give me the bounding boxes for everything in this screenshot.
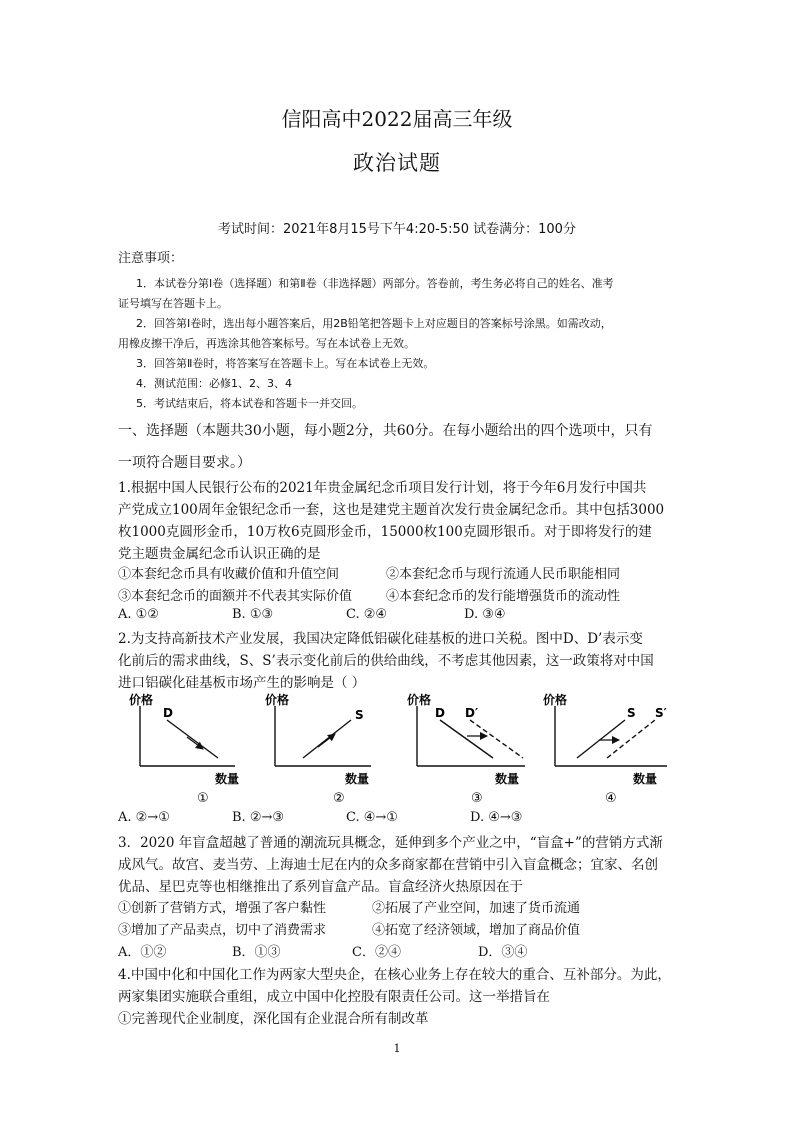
q1-option-d: D. ③④	[464, 607, 506, 622]
q1-stem-line: 党主题贵金属纪念币认识正确的是	[118, 546, 321, 562]
section-heading: 一、选择题（本题共30小题，每小题2分，共60分。在每小题给出的四个选项中，只有	[118, 423, 653, 439]
curve-label: D	[435, 706, 445, 720]
q1-option-c: C. ②④	[346, 607, 388, 622]
curve-label: S′	[655, 706, 667, 720]
notice-line: 5．考试结束后，将本试卷和答题卡一并交回。	[136, 397, 363, 410]
q3-stem-line: 成风气。故宫、麦当劳、上海迪士尼在内的众多商家都在营销中引入盲盒概念；宜家、名创	[118, 857, 658, 873]
graph-number: ③	[471, 791, 483, 806]
q1-stem-line: 1.根据中国人民银行公布的2021年贵金属纪念币项目发行计划，将于今年6月发行中国共	[118, 480, 647, 496]
notice-line: 3．回答第Ⅱ卷时，将答案写在答题卡上。写在本试卷上无效。	[136, 357, 435, 370]
arrow-icon	[318, 734, 335, 747]
y-axis-label: 价格	[407, 693, 432, 707]
supply-curve	[577, 720, 625, 758]
graph-number: ②	[333, 791, 345, 806]
q1-statement: ④本套纪念币的发行能增强货币的流动性	[386, 589, 621, 604]
curve-label: D	[163, 706, 173, 720]
x-axis-label: 数量	[345, 772, 370, 786]
demand-curve	[167, 720, 218, 758]
q1-option-a: A. ①②	[118, 607, 159, 622]
notice-line: 4．测试范围：必修1、2、3、4	[136, 377, 292, 390]
page-number: 1	[393, 1042, 401, 1055]
notice-line: 1．本试卷分第Ⅰ卷（选择题）和第Ⅱ卷（非选择题）两部分。答卷前，考生务必将自己的姓名、准考	[136, 277, 614, 290]
q3-statement: ①创新了营销方式，增强了客户黏性	[118, 901, 327, 916]
q3-statement: ②拓展了产业空间，加速了货币流通	[372, 901, 581, 916]
curve-label: S	[355, 708, 364, 722]
demand-curve-shifted	[470, 720, 523, 758]
q2-option-a: A. ②→①	[118, 810, 170, 825]
y-axis-label: 价格	[129, 693, 154, 707]
q2-option-d: D. ④→③	[470, 810, 523, 825]
q2-stem-line: 2.为支持高新技术产业发展，我国决定降低铝碳化硅基板的进口关税。图中D、D’表示变	[118, 631, 643, 647]
q1-statement: ②本套纪念币与现行流通人民币职能相同	[386, 567, 621, 582]
q3-option-a: A．①②	[118, 945, 167, 960]
q3-option-c: C．②④	[352, 945, 401, 960]
q2-option-b: B. ②→③	[232, 810, 285, 825]
graph-3	[407, 692, 525, 806]
x-axis-label: 数量	[633, 772, 658, 786]
supply-curve	[303, 720, 351, 758]
q4-stem-line: 两家集团实施联合重组，成立中国中化控股有限责任公司。这一举措旨在	[118, 989, 550, 1005]
section-heading: 一项符合题目要求。）	[118, 455, 251, 471]
notice-line: 证号填写在答题卡上。	[118, 297, 228, 310]
supply-demand-graphs	[115, 690, 675, 808]
supply-curve-shifted	[607, 720, 655, 758]
q3-option-b: B．①③	[232, 945, 281, 960]
curve-label: S	[627, 706, 636, 720]
notice-line: 2．回答第Ⅰ卷时，选出每小题答案后，用2B铅笔把答题卡上对应题目的答案标号涂黑。如需改动，	[136, 317, 612, 330]
q3-stem-line: 3．2020 年盲盒超越了普通的潮流玩具概念，延伸到多个产业之中，“盲盒+”的营销方式渐	[118, 835, 663, 851]
q2-option-c: C. ④→①	[346, 810, 398, 825]
x-axis-label: 数量	[215, 772, 240, 786]
q4-stem-line: 4.中国中化和中国化工作为两家大型央企，在核心业务上存在较大的重合、互补部分。为此，	[118, 967, 671, 983]
subject-title: 政治试题	[353, 151, 441, 175]
graph-number: ①	[197, 791, 209, 806]
arrow-icon	[187, 737, 203, 749]
q2-stem-line: 进口铝碳化硅基板市场产生的影响是（ ）	[118, 675, 366, 691]
q3-stem-line: 优品、星巴克等也相继推出了系列盲盒产品。盲盒经济火热原因在于	[118, 879, 523, 895]
y-axis-label: 价格	[265, 693, 290, 707]
exam-info: 考试时间：2021年8月15号下午4:20-5:50 试卷满分：100分	[218, 222, 576, 237]
q2-stem-line: 化前后的需求曲线，S、S’表示变化前后的供给曲线，不考虑其他因素，这一政策将对中国	[118, 653, 654, 669]
notice-heading: 注意事项：	[118, 251, 184, 266]
q1-stem-line: 产党成立100周年金银纪念币一套，这也是建党主题首次发行贵金属纪念币。其中包括3000	[118, 502, 665, 518]
graph-4	[543, 692, 667, 806]
q1-stem-line: 枚1000克圆形金币，10万枚6克圆形金币，15000枚100克圆形银币。对于即将发行的建	[118, 524, 652, 540]
x-axis-label: 数量	[495, 772, 520, 786]
graph-1	[129, 692, 239, 806]
y-axis-label: 价格	[543, 693, 568, 707]
curve-label: D′	[465, 706, 479, 720]
q1-statement: ①本套纪念币具有收藏价值和升值空间	[118, 567, 340, 582]
q1-statement: ③本套纪念币的面额并不代表其实际价值	[118, 589, 353, 604]
q4-stem-line: ①完善现代企业制度，深化国有企业混合所有制改革	[118, 1011, 429, 1027]
graph-number: ④	[605, 791, 617, 806]
notice-line: 用橡皮擦干净后，再选涂其他答案标号。写在本试卷上无效。	[118, 337, 415, 350]
q1-option-b: B. ①③	[232, 607, 274, 622]
q3-option-d: D．③④	[478, 945, 528, 960]
q3-statement: ③增加了产品卖点，切中了消费需求	[118, 923, 327, 938]
school-title: 信阳高中2022届高三年级	[281, 107, 513, 131]
graph-2	[265, 692, 371, 806]
demand-curve	[440, 720, 493, 758]
q3-statement: ④拓宽了经济领域，增加了商品价值	[372, 923, 581, 938]
